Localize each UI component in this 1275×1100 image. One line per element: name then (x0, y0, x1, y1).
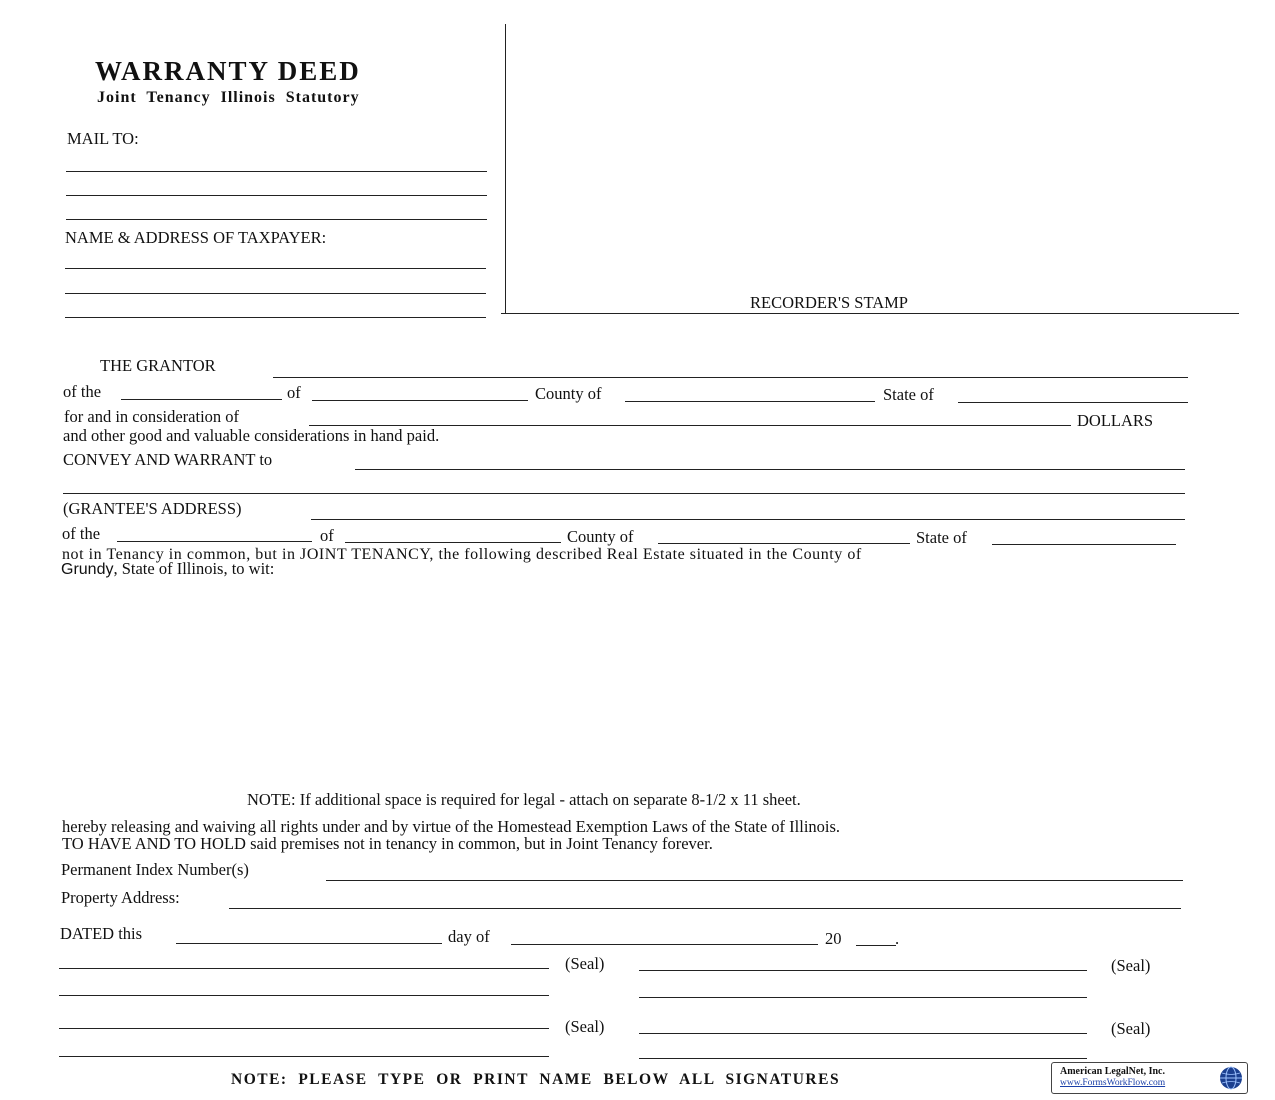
dated-label: DATED this (60, 924, 143, 943)
to-have-and-hold-text: TO HAVE AND TO HOLD said premises not in tenancy in common, but in Joint Tenancy forever. (62, 834, 713, 853)
legal-space-note: NOTE: If additional space is required for legal - attach on separate 8-1/2 x 11 sheet. (247, 790, 801, 809)
county-to-wit-line (61, 560, 274, 579)
grantor-of-line[interactable] (312, 400, 528, 401)
year-line[interactable] (856, 945, 896, 946)
grantor-label: THE GRANTOR (100, 356, 216, 375)
recorder-box-bottom (501, 313, 1239, 314)
american-legalnet-badge[interactable] (1051, 1062, 1248, 1094)
taxpayer-line-1[interactable] (65, 268, 486, 269)
grantee-of-the-label: of the (62, 524, 101, 543)
grantee-state-line[interactable] (992, 544, 1176, 545)
taxpayer-line-2[interactable] (65, 293, 486, 294)
signature-line-1[interactable] (59, 968, 549, 969)
printed-name-line-1[interactable] (59, 995, 549, 996)
grantor-state-label: State of (883, 385, 934, 404)
consideration-label: for and in consideration of (64, 407, 240, 426)
pin-line[interactable] (326, 880, 1183, 881)
signature-line-3[interactable] (59, 1028, 549, 1029)
day-of-label: day of (448, 927, 490, 946)
homestead-waiver-text: hereby releasing and waiving all rights under and by virtue of the Homestead Exemption Laws of the State of Illinois. (62, 817, 841, 836)
state-to-wit: , State of Illinois, to wit: (113, 559, 275, 578)
grantee-of-the-line[interactable] (117, 541, 312, 542)
grantee-address-label: (GRANTEE'S ADDRESS) (63, 499, 242, 518)
grantee-of-line[interactable] (345, 542, 561, 543)
joint-tenancy-text: not in Tenancy in common, but in JOINT TENANCY, the following described Real Estate situated in the County of (62, 546, 862, 563)
grantee-county-line[interactable] (658, 543, 910, 544)
year-period: . (895, 929, 900, 948)
grantor-county-line[interactable] (625, 401, 875, 402)
dated-month-line[interactable] (511, 944, 818, 945)
signature-line-4[interactable] (639, 1033, 1087, 1034)
recorder-box-divider (505, 24, 506, 313)
grantee-county-label: County of (567, 527, 634, 546)
year-prefix: 20 (825, 929, 842, 948)
taxpayer-label: NAME & ADDRESS OF TAXPAYER: (65, 228, 327, 247)
mail-to-line-2[interactable] (66, 195, 487, 196)
seal-label-4: (Seal) (1111, 1019, 1151, 1038)
grantor-of-the-label: of the (63, 382, 102, 401)
printed-name-line-2[interactable] (639, 997, 1087, 998)
grantor-state-line[interactable] (958, 402, 1188, 403)
grantor-name-line[interactable] (273, 377, 1188, 378)
grantee-state-label: State of (916, 528, 967, 547)
grantee-name-line[interactable] (355, 469, 1185, 470)
recorder-stamp-label: RECORDER'S STAMP (750, 293, 908, 312)
property-address-line[interactable] (229, 908, 1181, 909)
document-subtitle: Joint Tenancy Illinois Statutory (97, 89, 360, 106)
company-url[interactable]: www.FormsWorkFlow.com (1060, 1078, 1166, 1088)
dated-day-line[interactable] (176, 943, 442, 944)
property-address-label: Property Address: (61, 888, 180, 907)
seal-label-2: (Seal) (1111, 956, 1151, 975)
county-name: Grundy (61, 561, 114, 578)
globe-logo-icon (1219, 1066, 1243, 1090)
grantee-address-line[interactable] (311, 519, 1185, 520)
company-name: American LegalNet, Inc. (1060, 1066, 1165, 1077)
mail-to-line-1[interactable] (66, 171, 487, 172)
printed-name-line-4[interactable] (639, 1058, 1087, 1059)
dollars-label: DOLLARS (1077, 411, 1154, 430)
mail-to-line-3[interactable] (66, 219, 487, 220)
taxpayer-line-3[interactable] (65, 317, 486, 318)
pin-label: Permanent Index Number(s) (61, 860, 249, 879)
seal-label-3: (Seal) (565, 1017, 605, 1036)
grantee-name-line-2[interactable] (63, 493, 1185, 494)
printed-name-line-3[interactable] (59, 1056, 549, 1057)
seal-label-1: (Seal) (565, 954, 605, 973)
grantor-of-the-line[interactable] (121, 399, 282, 400)
mail-to-label: MAIL TO: (67, 129, 139, 148)
print-name-note: NOTE: PLEASE TYPE OR PRINT NAME BELOW ALL SIGNATURES (231, 1071, 841, 1088)
signature-line-2[interactable] (639, 970, 1087, 971)
other-consideration-text: and other good and valuable considerations in hand paid. (63, 426, 440, 445)
grantor-county-label: County of (535, 384, 602, 403)
convey-warrant-label: CONVEY AND WARRANT to (63, 450, 273, 469)
grantor-of-label: of (287, 383, 301, 402)
document-title: WARRANTY DEED (95, 56, 361, 86)
grantee-of-label: of (320, 526, 334, 545)
